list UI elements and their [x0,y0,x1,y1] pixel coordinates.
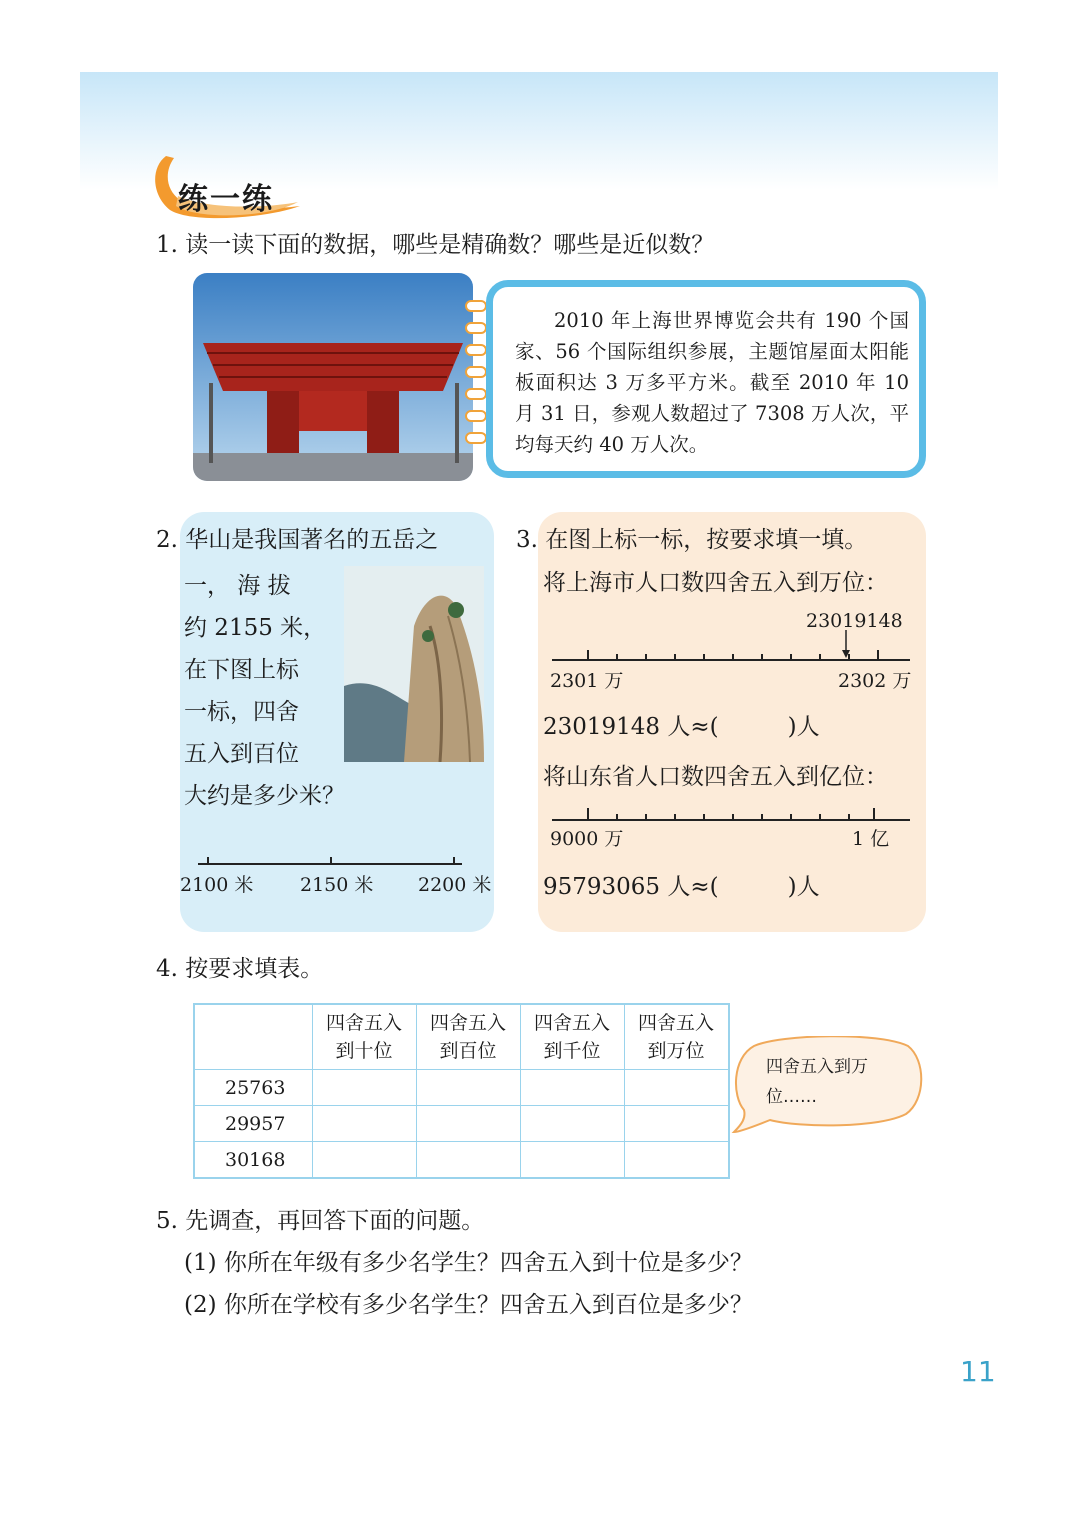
header-cell: 四舍五入 到万位 [624,1004,729,1070]
q2-line: 五入到百位 [184,741,299,767]
tick-label: 2100 米 [180,874,254,896]
q5-prompt: 5. 先调查，再回答下面的问题。 [156,1208,485,1234]
table-row [194,1070,729,1106]
page-number: 11 [960,1355,996,1388]
q1-prompt: 1. 读一读下面的数据，哪些是精确数？哪些是近似数？ [156,232,715,258]
notebook-rings [465,300,485,460]
header-cell: 四舍五入 到千位 [520,1004,624,1070]
table-row [194,1106,729,1142]
section-title: 练一练 [178,182,274,217]
q2-line: 一标，四舍 [184,699,299,725]
q2-prompt: 2. 华山是我国著名的五岳之 [156,527,439,553]
answer-cell[interactable] [624,1106,729,1142]
table-header-row [194,1004,729,1070]
tick-label: 2150 米 [300,874,374,896]
shanghai-number-line [548,630,916,670]
q2-text [184,565,345,817]
q3-sub2: 将山东省人口数四舍五入到亿位： [543,764,888,790]
row-number: 29957 [194,1106,312,1142]
q5-item: (2) 你所在学校有多少名学生？四舍五入到百位是多少？ [184,1292,753,1318]
q2-line: 约 2155 米， [184,615,327,641]
corner-cell [194,1004,312,1070]
tick-label: 2200 米 [418,874,492,896]
q5-item: (1) 你所在年级有多少名学生？四舍五入到十位是多少？ [184,1250,753,1276]
nl1-right-label: 2302 万 [838,670,912,692]
huashan-photo [344,566,484,762]
marker-label: 23019148 [806,610,903,632]
answer-cell[interactable] [520,1070,624,1106]
q3-sub1: 将上海市人口数四舍五入到万位： [543,570,888,596]
nl2-right-label: 1 亿 [852,828,890,850]
answer-cell[interactable] [520,1142,624,1179]
row-number: 25763 [194,1070,312,1106]
row-number: 30168 [194,1142,312,1179]
answer-cell[interactable] [416,1106,520,1142]
nl2-left-label: 9000 万 [550,828,624,850]
q2-line: 大约是多少米？ [184,783,345,809]
answer-cell[interactable] [520,1106,624,1142]
expo-passage: 2010 年上海世界博览会共有 190 个国家、56 个国际组织参展，主题馆屋面太阳能板面积达 3 万多平方米。截至 2010 年 10 月 31 日，参观人数超过了 7308 万人次，平均每天约 40 万人次。 [515,309,909,456]
q2-line: 在下图上标 [184,657,299,683]
answer-cell[interactable] [312,1142,416,1179]
q3-answer1: 23019148 人≈( )人 [543,714,820,740]
expo-info-box [486,280,926,478]
rounding-table [193,1003,730,1179]
answer-cell[interactable] [624,1070,729,1106]
answer-cell[interactable] [312,1070,416,1106]
expo-pavilion-photo [193,273,473,481]
nl1-left-label: 2301 万 [550,670,624,692]
q3-answer2: 95793065 人≈( )人 [543,874,820,900]
answer-cell[interactable] [312,1106,416,1142]
bubble-text: 四舍五入到万位…… [766,1057,868,1107]
q4-prompt: 4. 按要求填表。 [156,956,324,982]
answer-cell[interactable] [624,1142,729,1179]
q2-line: 一， 海 拔 [184,573,291,599]
header-cell: 四舍五入 到十位 [312,1004,416,1070]
header-cell: 四舍五入 到百位 [416,1004,520,1070]
answer-cell[interactable] [416,1070,520,1106]
q3-prompt: 3. 在图上标一标，按要求填一填。 [516,527,868,553]
answer-cell[interactable] [416,1142,520,1179]
section-title-badge [148,152,308,222]
table-row [194,1142,729,1179]
